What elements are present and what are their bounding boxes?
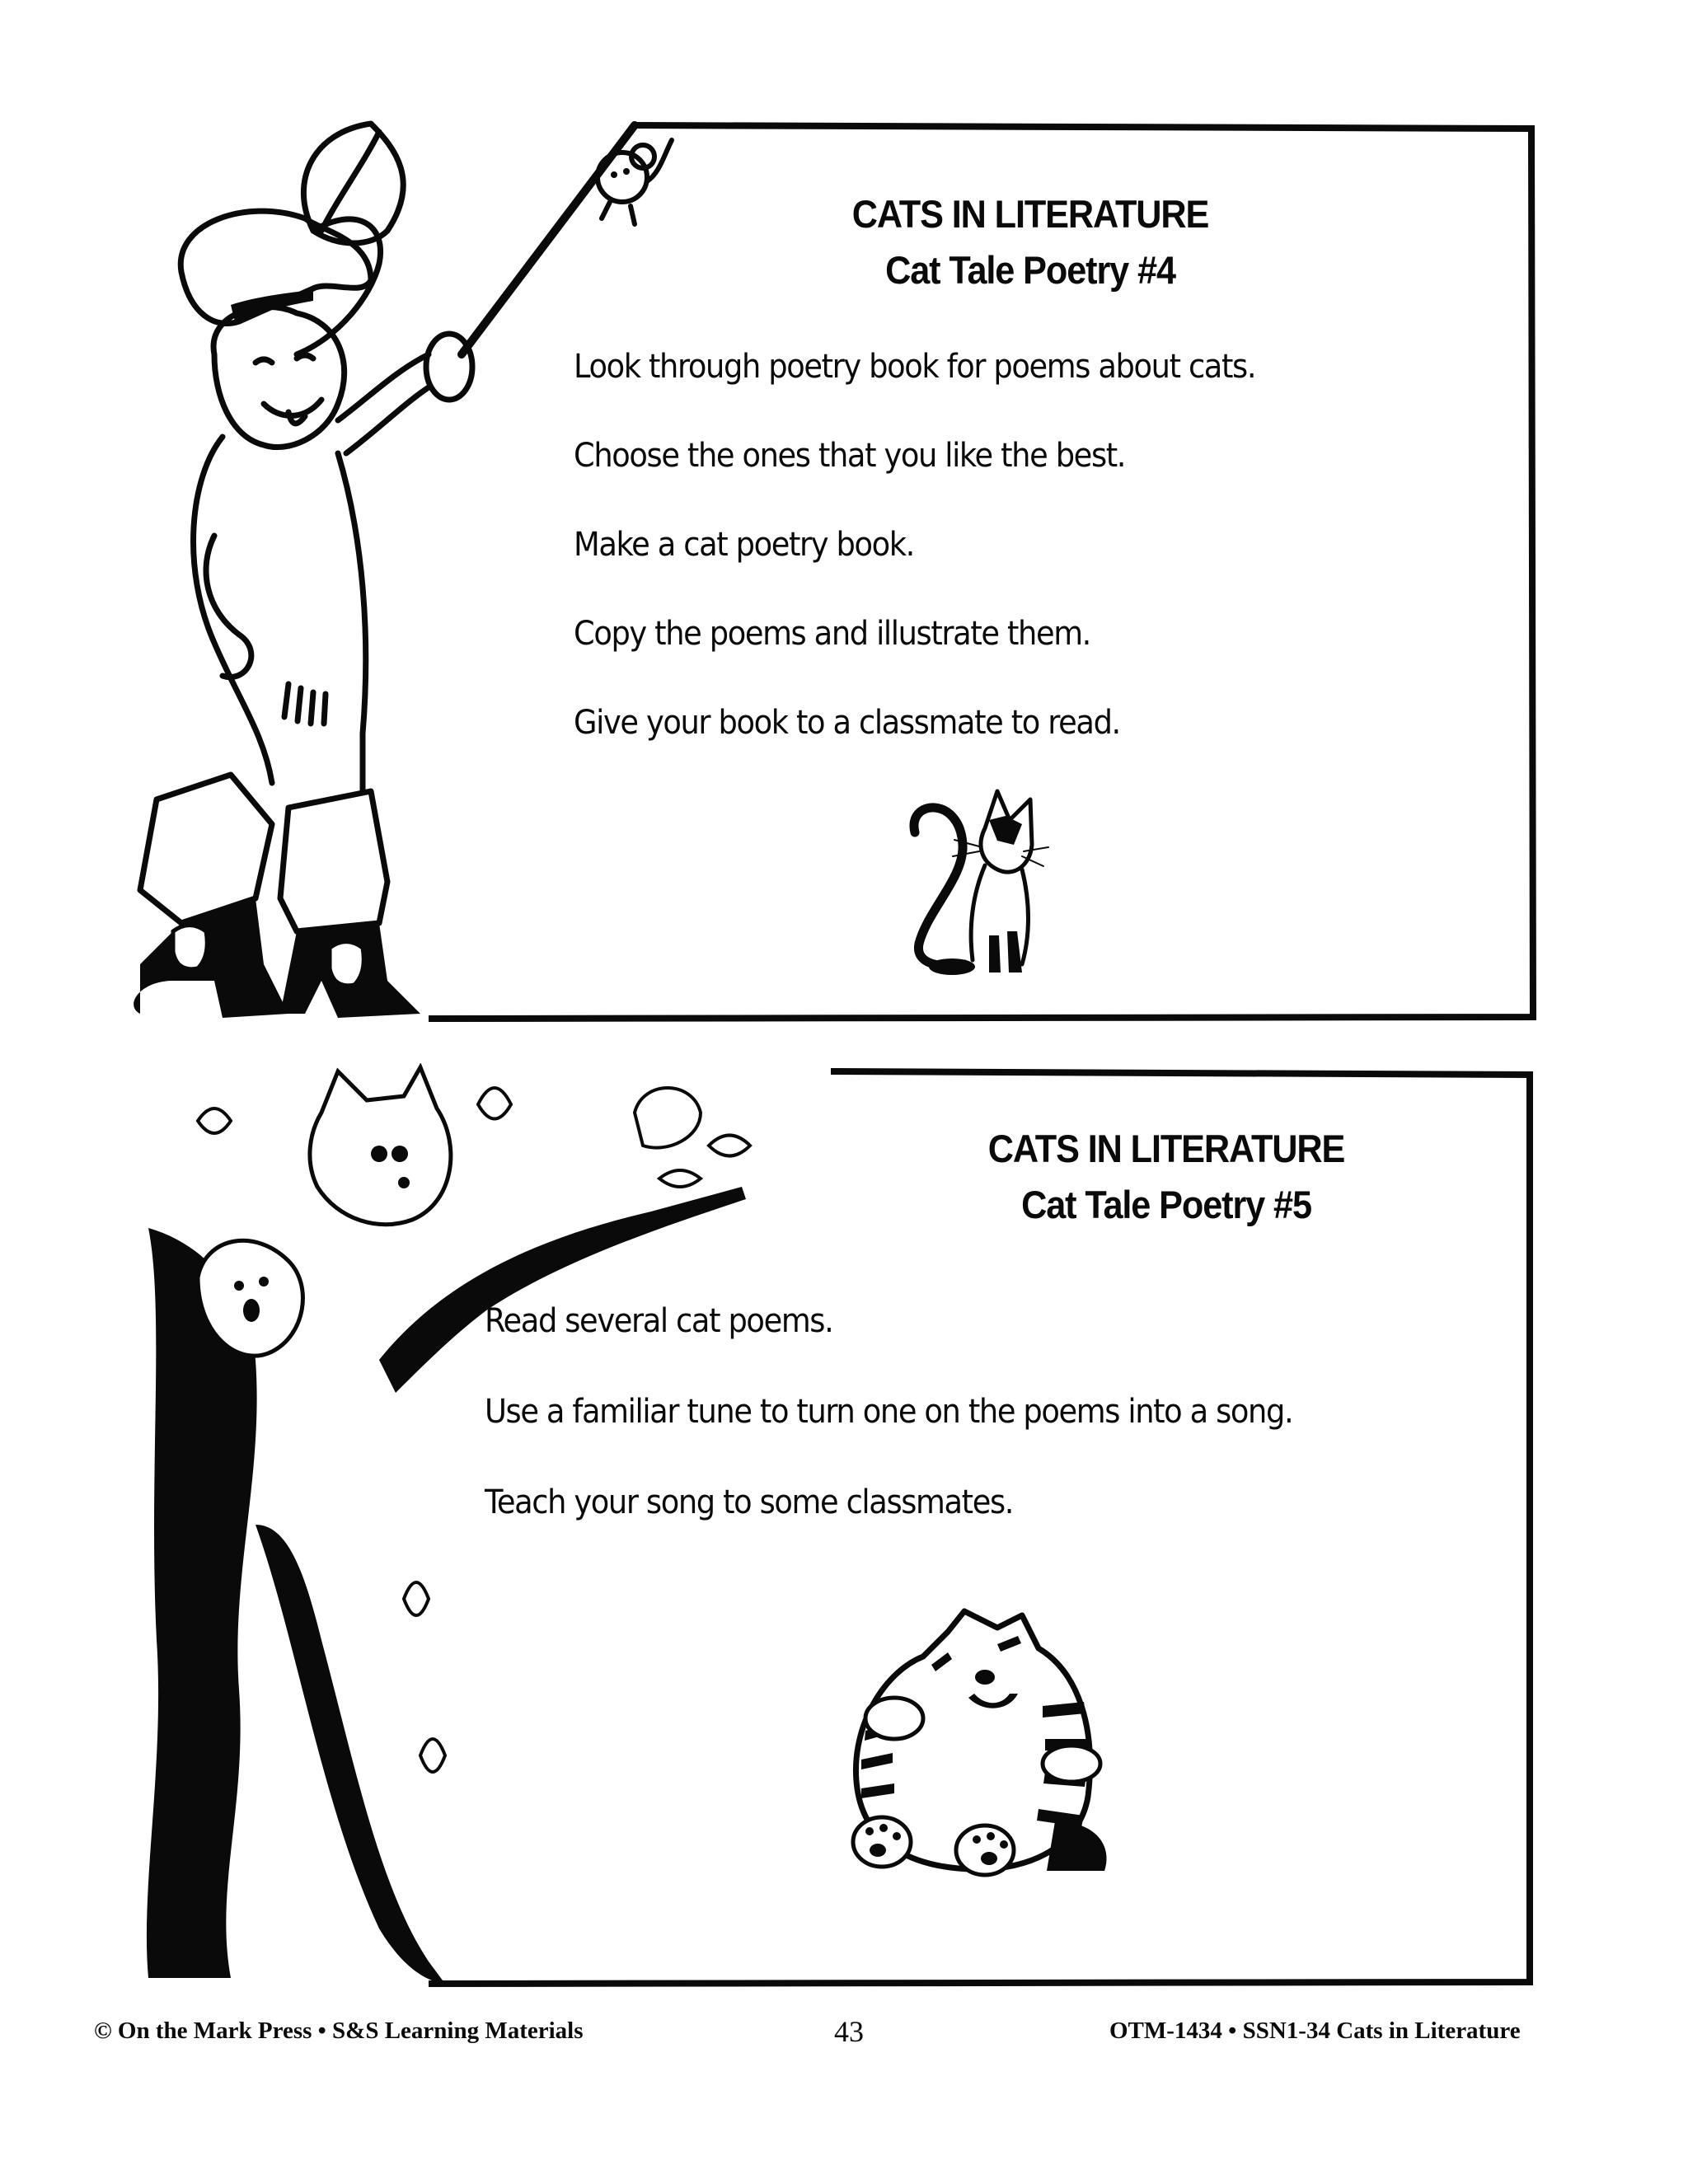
striped-fat-cat-icon [832,1607,1121,1879]
instruction-list [485,1301,1363,1572]
instruction-item: Copy the poems and illustrate them. [574,615,1090,653]
footer-product-code: OTM-1434 • SSN1-34 Cats in Literature [1109,2018,1521,2044]
card-heading: CATS IN LITERATURE [987,1127,1345,1170]
instruction-list [574,346,1315,791]
instruction-item: Teach your song to some classmates. [485,1483,1014,1521]
page-number: 43 [834,2015,864,2048]
siamese-cat-icon [882,787,1055,977]
card-heading: CATS IN LITERATURE [851,192,1209,236]
instruction-item: Give your book to a classmate to read. [574,704,1120,742]
mouse-on-pointer-icon [577,132,692,239]
instruction-item: Read several cat poems. [485,1302,833,1340]
card-title [977,1121,1356,1233]
instruction-item: Look through poetry book for poems about cats. [574,348,1256,386]
bird-on-branch-icon [651,1071,750,1162]
instruction-item: Make a cat poetry book. [574,526,915,564]
card-subheading: Cat Tale Poetry #4 [885,248,1175,292]
card-title [841,186,1220,298]
card-subheading: Cat Tale Poetry #5 [1021,1183,1311,1226]
instruction-item: Choose the ones that you like the best. [574,437,1126,475]
page-footer [0,2015,1688,2050]
instruction-item: Use a familiar tune to turn one on the poems into a song. [485,1393,1293,1431]
footer-publisher: © On the Mark Press • S&S Learning Materials [94,2018,584,2044]
